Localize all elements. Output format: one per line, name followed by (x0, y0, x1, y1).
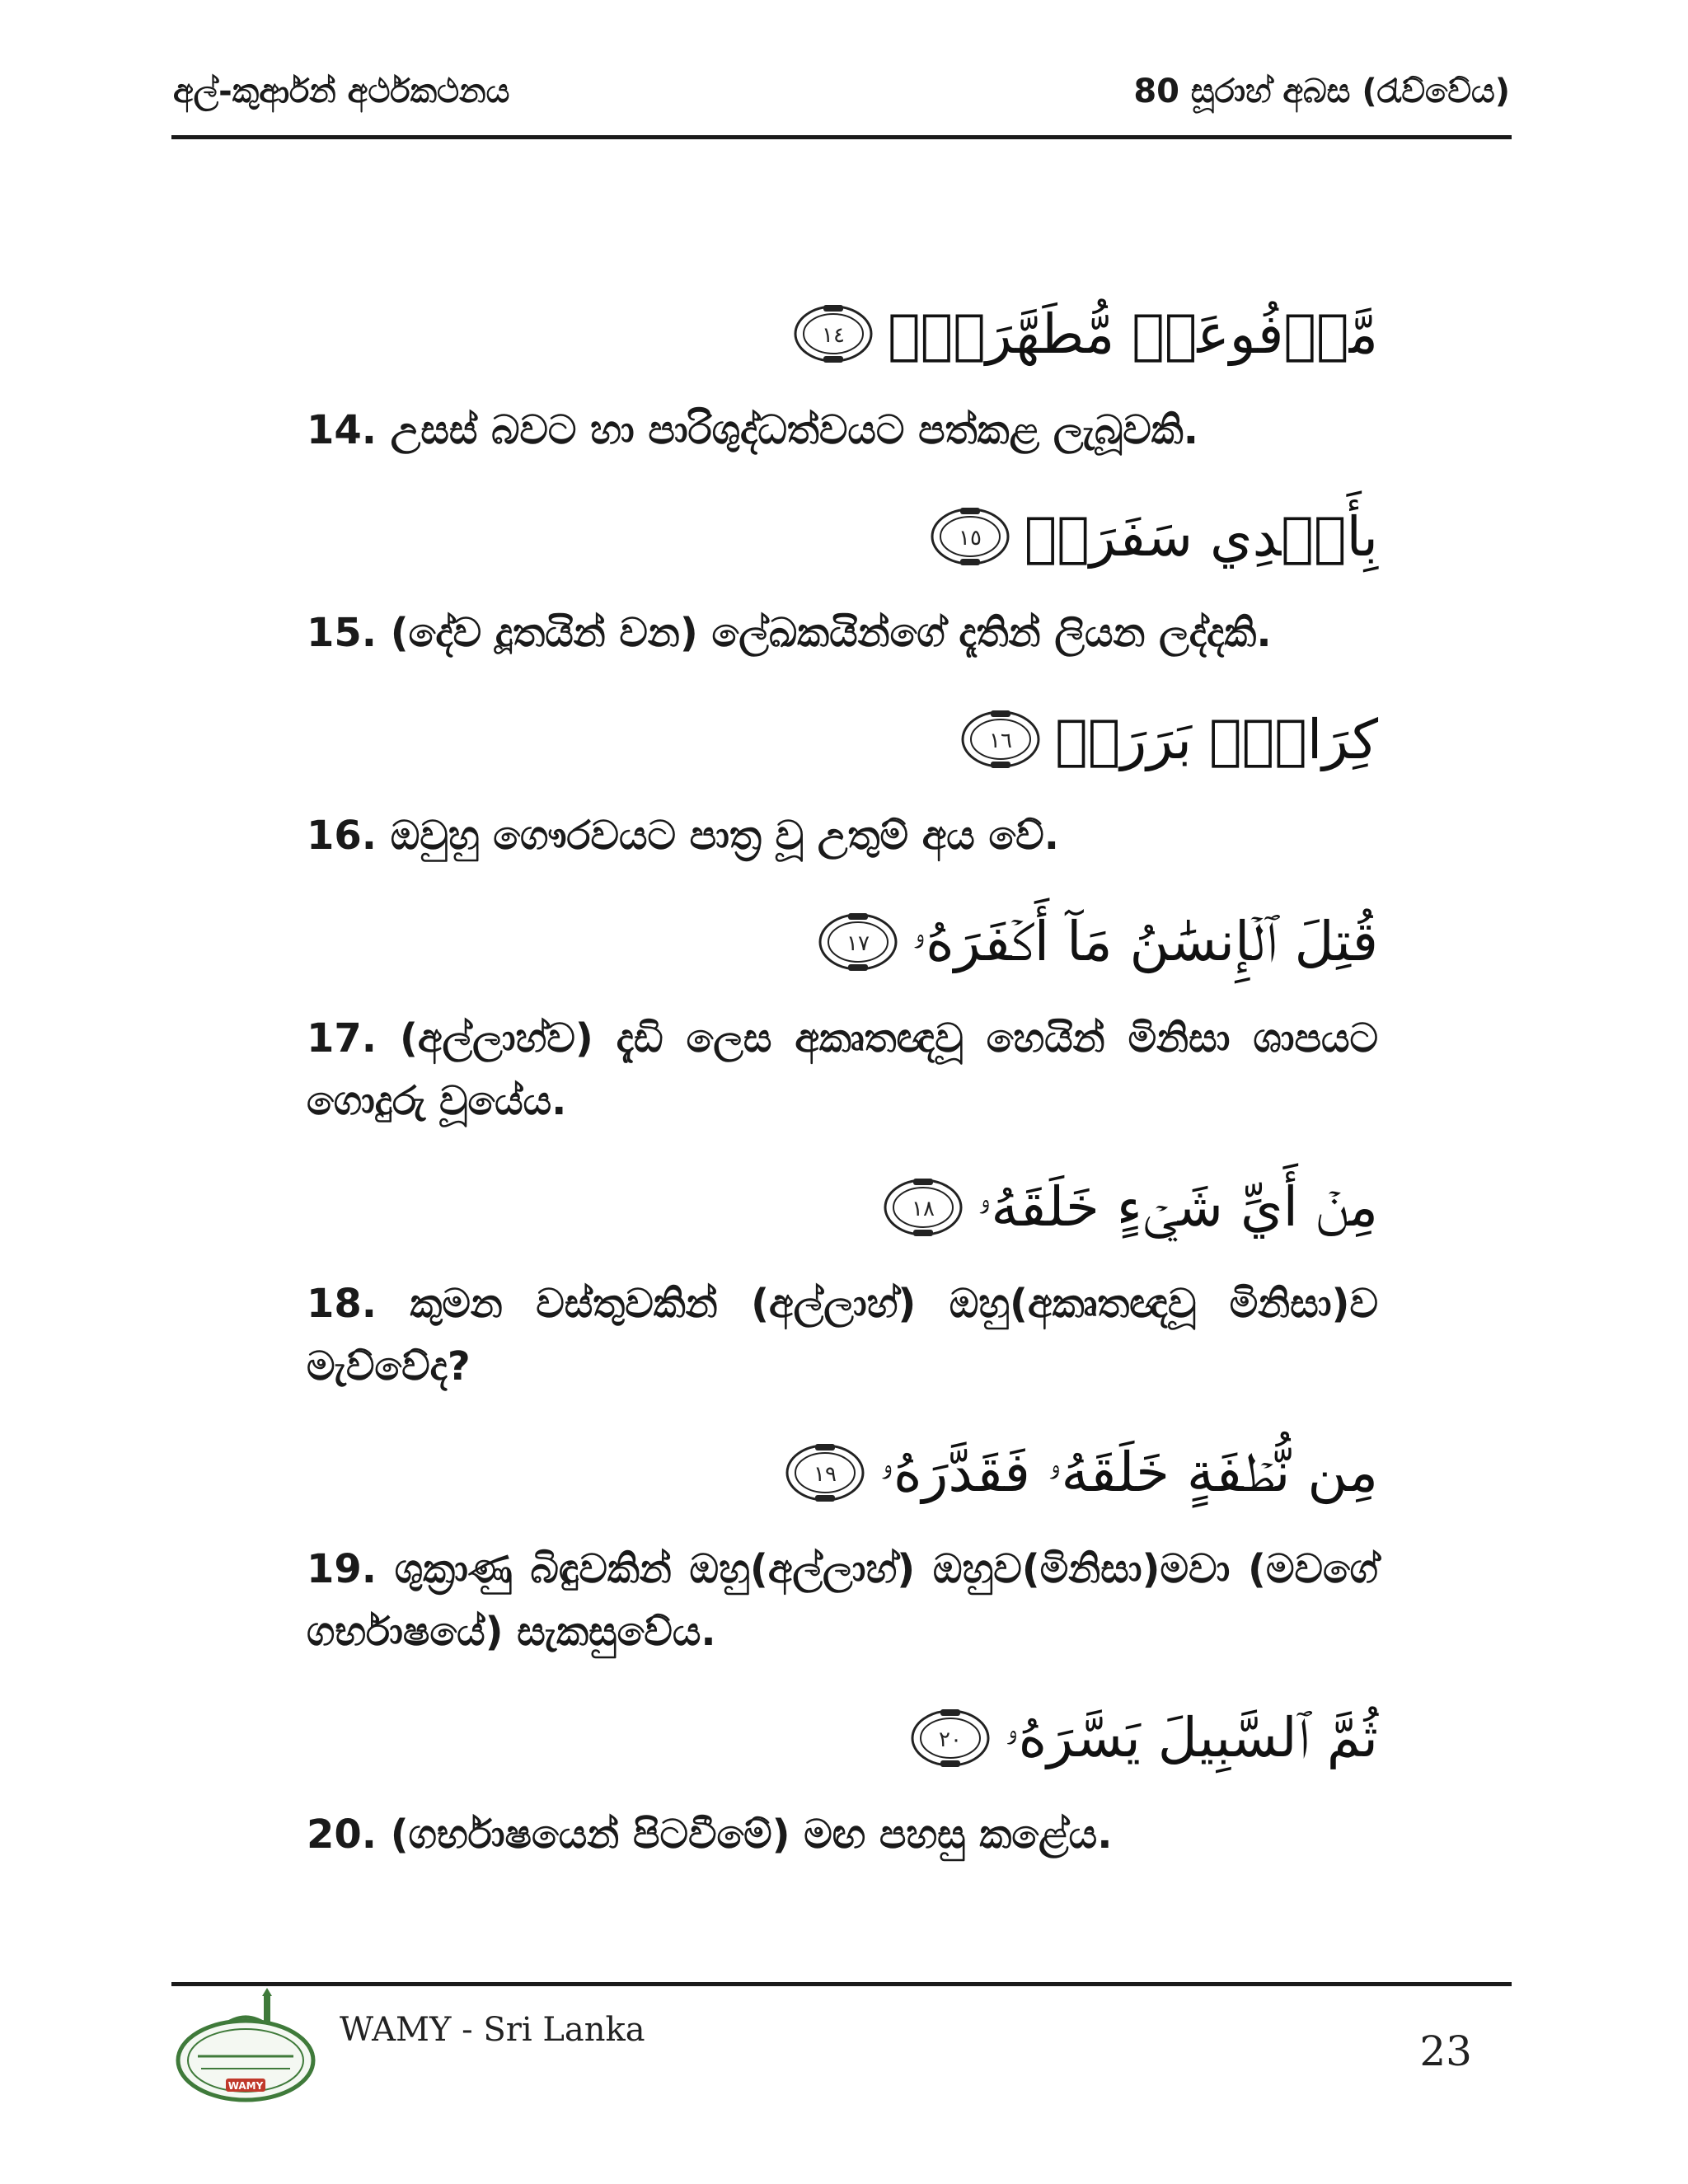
arabic-verse: كِرَامِۭ بَرَرَةٖ (1055, 707, 1378, 771)
verse-translation: 14. උසස් බවට හා පාරිශුද්ධත්වයට පත්කළ ලැබූවකි. (307, 407, 1198, 453)
arabic-verse: قُتِلَ ٱلۡإِنسَٰنُ مَآ أَكۡفَرَهُۥ (912, 909, 1378, 973)
header-rule (171, 135, 1512, 139)
ayah-marker-icon (959, 709, 1042, 770)
arabic-verse: مِنۡ أَيِّ شَيۡءٍ خَلَقَهُۥ (977, 1174, 1378, 1239)
book-title: අල්-කුර්ආන් අර්ථකථනය (173, 73, 510, 110)
page-header (173, 73, 1510, 122)
arabic-line (307, 888, 1378, 996)
verse-19 (307, 1419, 1378, 1663)
arabic-verse: ثُمَّ ٱلسَّبِيلَ يَسَّرَهُۥ (1005, 1705, 1378, 1769)
arabic-line (307, 1419, 1378, 1526)
ayah-number: ١٨ (911, 1197, 935, 1221)
ayah-number: ١٧ (846, 931, 870, 956)
ayah-marker-icon (929, 506, 1011, 567)
verse-translation: 15. (දේව දූතයින් වන) ලේඛකයින්ගේ දෑතින් ලියන ලද්දකි. (307, 610, 1272, 656)
ayah-marker-icon (817, 912, 899, 972)
verse-translation: 20. (ගර්භාෂයෙන් පිටවීමේ) මඟ පහසු කළේය. (307, 1811, 1113, 1858)
arabic-line (307, 686, 1378, 793)
ayah-marker-icon (882, 1177, 964, 1238)
arabic-line (307, 1154, 1378, 1261)
verse-20 (307, 1685, 1378, 1866)
arabic-verse: مَّرۡفُوعَةٖ مُّطَهَّرَةِۭ (888, 302, 1378, 366)
footer-rule (171, 1982, 1512, 1986)
verse-15 (307, 483, 1378, 664)
verse-17 (307, 888, 1378, 1132)
arabic-line (307, 1685, 1378, 1792)
verse-translation: 18. කුමන වස්තුවකින් (අල්ලාහ්) ඔහු(අකෘතඥවූ මිනිසා)ව මැව්වේද? (307, 1281, 1378, 1390)
verse-16 (307, 686, 1378, 867)
ayah-number: ٢٠ (939, 1727, 963, 1752)
surah-title: 80 සූරාහ් අබස (රැව්වේය) (1133, 73, 1510, 110)
ayah-marker-icon (784, 1442, 866, 1503)
ayah-number: ١٦ (989, 729, 1013, 753)
arabic-line (307, 483, 1378, 590)
verse-translation: 19. ශුක්‍රාණු බිඳුවකින් ඔහු(අල්ලාහ්) ඔහුව(මිනිසා)මවා (මවගේ ගර්භාෂයේ) සැකසුවේය. (307, 1546, 1378, 1655)
verse-18 (307, 1154, 1378, 1398)
arabic-line (307, 280, 1378, 387)
logo-label: WAMY (227, 2080, 264, 2092)
wamy-logo (171, 1986, 320, 2118)
verse-translation: 16. ඔවුහු ගෞරවයට පාත්‍ර වූ උතුම් අය වේ. (307, 813, 1059, 859)
footer-org: WAMY - Sri Lanka (340, 2011, 645, 2049)
ayah-number: ١٤ (822, 323, 846, 348)
verse-translation: 17. (අල්ලාහ්ව) දැඩි ලෙස අකෘතඥවූ හෙයින් මිනිසා ශාපයට ගොදුරු වූයේය. (307, 1015, 1378, 1124)
page-number: 23 (1419, 2027, 1472, 2075)
verse-14 (307, 280, 1378, 462)
ayah-marker-icon (909, 1708, 992, 1769)
verse-list (307, 280, 1378, 1887)
ayah-number: ١٥ (958, 526, 982, 551)
ayah-number: ١٩ (814, 1462, 837, 1487)
arabic-verse: بِأَيۡدِي سَفَرَةٖ (1024, 504, 1378, 569)
arabic-verse: مِن نُّطۡفَةٍ خَلَقَهُۥ فَقَدَّرَهُۥ (879, 1440, 1378, 1504)
ayah-marker-icon (792, 303, 874, 364)
